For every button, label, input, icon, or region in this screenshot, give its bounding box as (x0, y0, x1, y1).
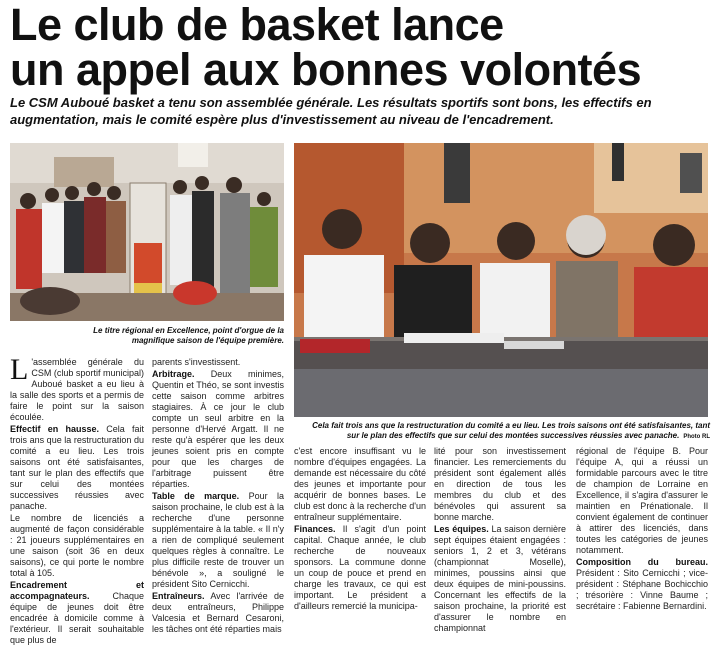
photo-2-caption-text: Cela fait trois ans que la restructuration du comité a eu lieu. Les trois saisons ont été satisfaisantes, tant sur le plan des effectifs que sur celui des montées successives réussies avec panache. (312, 421, 710, 440)
subheading-equipes: Les équipes. (434, 524, 489, 534)
entraineurs-text: Avec l'arrivée de deux entraîneurs, Philippe Valcesia et Bernard Cesaroni, les tâches ont été réparties mais (152, 591, 284, 634)
subheading-table-marque: Table de marque. (152, 491, 240, 501)
recherche-paragraph: c'est encore insuffisant vu le nombre d'équipes engagées. La demande est nécessaire du côté des jeunes et importante pour acquérir de bonnes bases. Le club est donc à la recherche d'un entraîneur supplémentaire. (294, 446, 426, 522)
table-marque-paragraph (152, 491, 284, 590)
table-marque-text: Pour la saison prochaine, le club est à la recherche d'une personne supplémentaire à la table. « Il n'y a rien de compliqué seulement quelques règles à connaître. Le plus difficile reste de trouver un bénévole », a souligné le président Sito Cernicchi. (152, 491, 284, 589)
article-column-5 (576, 446, 708, 613)
effectif-text: Cela fait trois ans que la restructuration du comité a eu lieu. Les trois saisons ont été satisfaisantes, tant sur le plan des effectifs que sur celui des montées successives réussies avec panache. (10, 424, 144, 511)
equipes-text: La saison dernière sept équipes étaient engagées : seniors 1, 2 et 3, vétérans (championnat Moselle), minimes, poussins ainsi que deux équipes de mini-poussins. Concernant les effectifs de la saison prochaine, la priorité est d'assurer le nombre en championnat (434, 524, 566, 633)
subheading-finances: Finances. (294, 524, 336, 534)
subheading-effectif: Effectif en hausse. (10, 424, 99, 434)
photo-1-caption: Le titre régional en Excellence, point d'orgue de la magnifique saison de l'équipe première. (93, 326, 284, 345)
photo-credit: Photo RL (683, 434, 710, 440)
remerciements-paragraph: lité pour son investissement financier. Les remerciements du président sont également allés en direction de tous les membres du club et des bénévoles qui assurent sa bonne marche. (434, 446, 566, 522)
subheading-encadrement: Encadrement et accompagnateurs. (10, 580, 144, 601)
effectif-paragraph (10, 424, 144, 512)
article-column-2 (152, 357, 284, 636)
subheading-arbitrage: Arbitrage. (152, 369, 195, 379)
finances-paragraph (294, 524, 426, 612)
headline-line-2: un appel aux bonnes volontés (10, 44, 642, 95)
team-photo-illustration (10, 143, 284, 321)
team-photo (10, 143, 284, 321)
article-column-1 (10, 353, 144, 647)
subheading-bureau: Composition du bureau. (576, 557, 708, 567)
equipes-paragraph (434, 524, 566, 634)
article-column-4 (434, 446, 566, 635)
intro-paragraph (10, 353, 144, 423)
meeting-photo-illustration (294, 143, 708, 417)
arbitrage-paragraph (152, 369, 284, 490)
article-column-3 (294, 446, 426, 613)
headline (10, 0, 710, 95)
bureau-paragraph (576, 557, 708, 612)
intro-text: 'assemblée générale du CSM (club sportif municipal) Auboué basket a eu lieu à la salle des sports et a permis de faire le point sur la saison écoulée. (10, 357, 144, 422)
objectifs-paragraph: régional de l'équipe B. Pour l'équipe A, qui a réussi un formidable parcours avec le titre de champion de Lorraine en Excellence, il s'agira d'assurer le maintien en Prénationale. Il convient également de continuer à attirer des licenciés, dans toutes les catégories de jeunes notamment. (576, 446, 708, 555)
arbitrage-text: Deux minimes, Quentin et Théo, se sont investis cette saison comme arbitres stagiaires. À ce jour le club compte un seul arbitre en la personne d'Hervé Argatt. Il ne reste qu'à espérer que les deux jeunes soient pris en compte pour que les charges de l'arbitrage puissent être réparties. (152, 369, 284, 489)
bureau-text: Président : Sito Cernicchi ; vice-président : Stéphane Bochicchio ; trésorière : Vinne Baume ; secrétaire : Fabienne Bernardini. (576, 568, 708, 611)
finances-text: Il s'agit d'un point capital. Chaque année, le club recherche de nouveaux sponsors. La commune donne un coup de pouce et prend en charge les travaux, ce qui est important. Le président a d'ailleurs remercié la municipa- (294, 524, 426, 611)
headline-line-1: Le club de basket lance (10, 0, 504, 50)
subheading-entraineurs: Entraîneurs. (152, 591, 205, 601)
photo-2-caption (300, 421, 710, 442)
meeting-photo (294, 143, 708, 417)
drop-cap: L (10, 353, 29, 386)
encadrement-text: Chaque équipe de jeunes doit être encadrée à domicile comme à l'extérieur. Il serait souhaitable que plus de (10, 591, 144, 645)
lead-paragraph: Le CSM Auboué basket a tenu son assemblée générale. Les résultats sportifs sont bons, les effectifs en augmentation, mais le comité espère plus d'investissement au niveau de l'encadrement. (10, 95, 652, 127)
licencies-paragraph: Le nombre de licenciés a augmenté de façon considérable : 21 joueurs supplémentaires en une saison (soit 36 en deux saisons), ce qui porte le nombre total à 105. (10, 513, 144, 578)
encadrement-paragraph (10, 580, 144, 646)
parents-paragraph: parents s'investissent. (152, 357, 241, 367)
entraineurs-paragraph (152, 591, 284, 635)
